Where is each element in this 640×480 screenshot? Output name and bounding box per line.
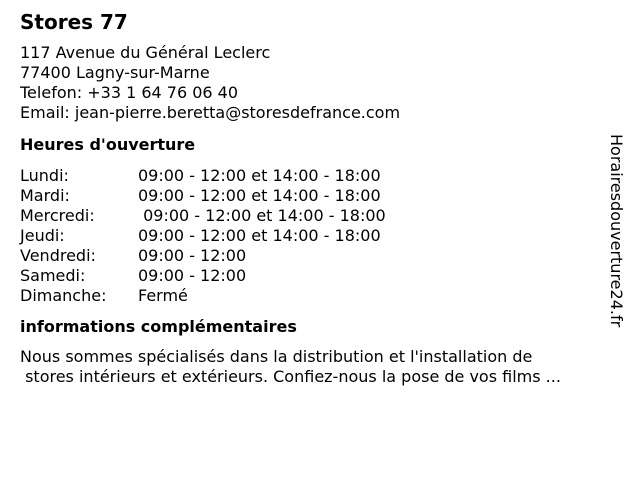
store-name: Stores 77: [20, 10, 128, 34]
day-hours: 09:00 - 12:00 et 14:00 - 18:00: [138, 226, 381, 245]
day-label: Jeudi:: [20, 226, 65, 245]
day-label: Mercredi:: [20, 206, 95, 225]
day-label: Vendredi:: [20, 246, 96, 265]
info-description: [20, 347, 610, 387]
store-address: [20, 43, 610, 123]
phone-line: Telefon: +33 1 64 76 06 40: [20, 83, 239, 102]
hours-table: [20, 166, 610, 306]
hours-row-dimanche: [20, 286, 610, 306]
day-hours: 09:00 - 12:00 et 14:00 - 18:00: [138, 166, 381, 185]
day-hours: Fermé: [138, 286, 188, 305]
hours-row-samedi: [20, 266, 610, 286]
day-hours: 09:00 - 12:00 et 14:00 - 18:00: [138, 186, 381, 205]
hours-row-mardi: [20, 186, 610, 206]
description-line-1: Nous sommes spécialisés dans la distribution et l'installation de: [20, 347, 533, 366]
hours-row-jeudi: [20, 226, 610, 246]
hours-row-lundi: [20, 166, 610, 186]
day-label: Dimanche:: [20, 286, 107, 305]
email-line: Email: jean-pierre.beretta@storesdefrance.com: [20, 103, 401, 122]
description-line-2: stores intérieurs et extérieurs. Confiez-nous la pose de vos films ...: [20, 367, 561, 386]
day-label: Mardi:: [20, 186, 70, 205]
day-label: Samedi:: [20, 266, 86, 285]
day-hours: 09:00 - 12:00: [138, 246, 247, 265]
day-label: Lundi:: [20, 166, 69, 185]
address-line-1: 117 Avenue du Général Leclerc: [20, 43, 271, 62]
store-card: [20, 10, 610, 387]
site-watermark: Horairesdouverture24.fr: [607, 134, 626, 328]
address-line-2: 77400 Lagny-sur-Marne: [20, 63, 210, 82]
day-hours: 09:00 - 12:00 et 14:00 - 18:00: [138, 206, 386, 225]
day-hours: 09:00 - 12:00: [138, 266, 247, 285]
hours-heading: Heures d'ouverture: [20, 135, 196, 154]
hours-row-vendredi: [20, 246, 610, 266]
hours-row-mercredi: [20, 206, 610, 226]
info-heading: informations complémentaires: [20, 317, 297, 336]
